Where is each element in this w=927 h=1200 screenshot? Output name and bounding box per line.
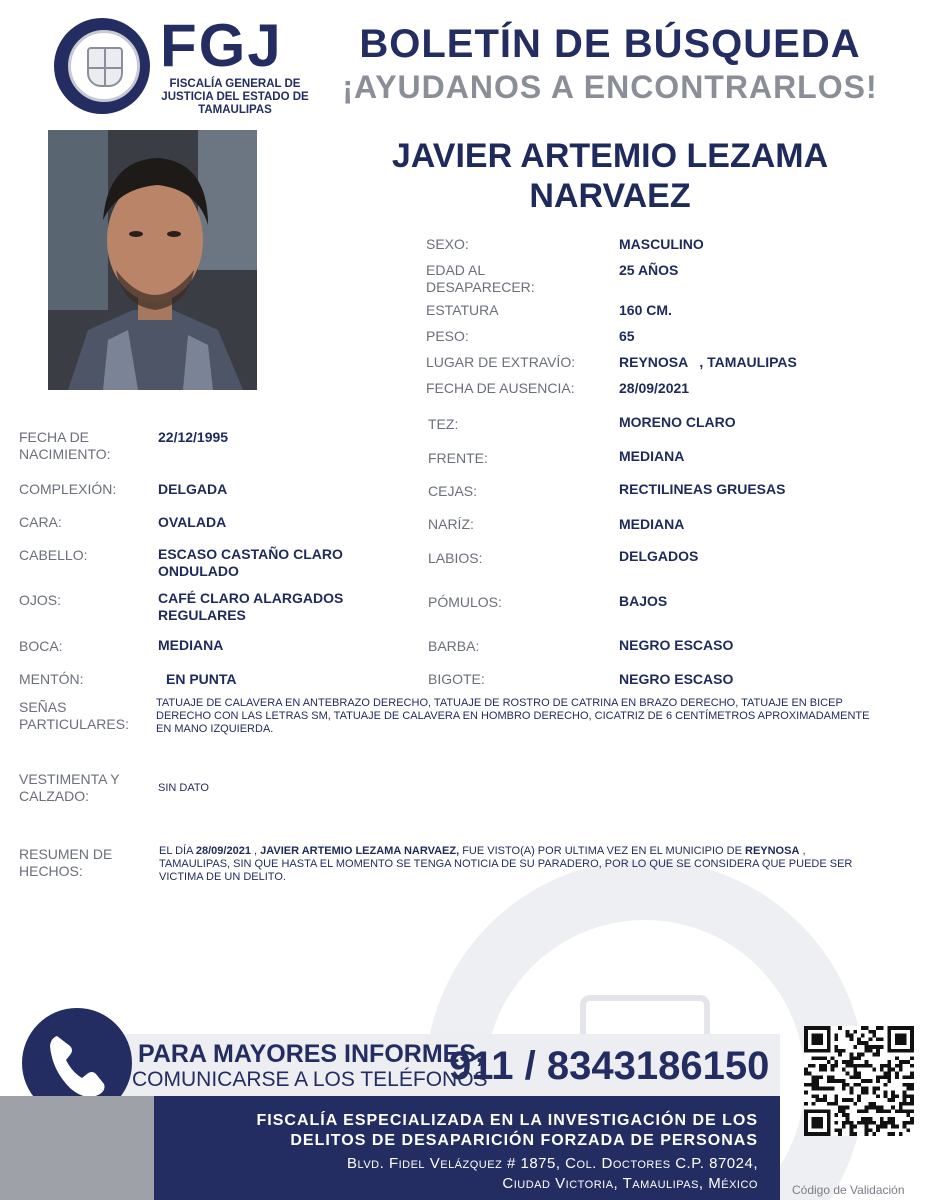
contact-phone-number[interactable]: 911 / 8343186150 bbox=[449, 1044, 770, 1088]
sex-label: SEXO: bbox=[426, 236, 469, 252]
qr-caption: Código de Validación bbox=[792, 1183, 905, 1197]
summary-label: RESUMEN DE HECHOS: bbox=[19, 846, 113, 879]
place-label: LUGAR DE EXTRAVÍO: bbox=[426, 354, 576, 370]
forehead-value: MEDIANA bbox=[619, 448, 685, 464]
birthdate-label: FECHA DE NACIMIENTO: bbox=[19, 429, 111, 462]
lips-label: LABIOS: bbox=[428, 550, 483, 566]
skin-value: MORENO CLARO bbox=[619, 414, 736, 430]
footer-accent bbox=[0, 1096, 154, 1200]
height-value: 160 CM. bbox=[619, 302, 672, 318]
age-label: EDAD AL DESAPARECER: bbox=[426, 262, 535, 295]
build-value: DELGADA bbox=[158, 481, 228, 497]
mouth-label: BOCA: bbox=[19, 638, 63, 654]
clothing-text: SIN DATO bbox=[158, 782, 209, 794]
absence-date-value: 28/09/2021 bbox=[619, 380, 690, 396]
forehead-label: FRENTE: bbox=[428, 450, 488, 466]
build-label: COMPLEXIÓN: bbox=[19, 481, 117, 497]
mouth-value: MEDIANA bbox=[158, 637, 224, 653]
height-label: ESTATURA bbox=[426, 302, 499, 318]
clothing-label: VESTIMENTA Y CALZADO: bbox=[19, 771, 120, 804]
footer-line-1: FISCALÍA ESPECIALIZADA EN LA INVESTIGACIÓN DE LOS bbox=[256, 1112, 758, 1129]
cheekbones-value: BAJOS bbox=[619, 593, 668, 609]
eyebrows-value: RECTILINEAS GRUESAS bbox=[619, 481, 786, 497]
weight-label: PESO: bbox=[426, 328, 469, 344]
bulletin-title: BOLETÍN DE BÚSQUEDA bbox=[359, 22, 861, 66]
skin-label: TEZ: bbox=[428, 416, 459, 432]
logo-subtitle: FISCALÍA GENERAL DE JUSTICIA DEL ESTADO DE TAMAULIPAS bbox=[161, 78, 309, 116]
face-value: OVALADA bbox=[158, 514, 227, 530]
age-value: 25 AÑOS bbox=[619, 262, 679, 278]
weight-value: 65 bbox=[619, 328, 635, 344]
footer-line-2: DELITOS DE DESAPARICIÓN FORZADA DE PERSONAS bbox=[290, 1132, 758, 1149]
mustache-value: NEGRO ESCASO bbox=[619, 671, 734, 687]
chin-value: EN PUNTA bbox=[166, 671, 237, 687]
person-name: JAVIER ARTEMIO LEZAMA NARVAEZ bbox=[391, 137, 829, 215]
footer bbox=[154, 1096, 780, 1200]
qr-code[interactable] bbox=[804, 1026, 914, 1136]
place-value: REYNOSA , TAMAULIPAS bbox=[619, 354, 797, 370]
cheekbones-label: PÓMULOS: bbox=[428, 594, 502, 610]
contact-line-2: COMUNICARSE A LOS TELÉFONOS bbox=[132, 1068, 488, 1091]
mustache-label: BIGOTE: bbox=[428, 671, 485, 687]
marks-text: TATUAJE DE CALAVERA EN ANTEBRAZO DERECHO, TATUAJE DE ROSTRO DE CATRINA EN BRAZO DERECHO, TATUAJE EN BICEP DERECHO CON LAS LETRAS SM, TATUAJE DE CALAVERA EN HOMBRO DERECHO, CICATRIZ DE 6 CENTÍMETROS APROXIMADAMENTE EN MANO IZQUIERDA. bbox=[156, 697, 870, 735]
beard-value: NEGRO ESCASO bbox=[619, 637, 734, 653]
seal-icon bbox=[54, 18, 150, 114]
footer-address-1: Blvd. Fidel Velázquez # 1875, Col. Doctores C.P. 87024, bbox=[347, 1155, 758, 1172]
eyes-label: OJOS: bbox=[19, 592, 62, 608]
summary-text: EL DÍA 28/09/2021 , JAVIER ARTEMIO LEZAMA NARVAEZ, FUE VISTO(A) POR ULTIMA VEZ EN EL MUNICIPIO DE REYNOSA , TAMAULIPAS, SIN QUE HASTA EL MOMENTO SE TENGA NOTICIA DE SU PARADERO, POR LO QUE SE CONSIDERA QUE PUEDE SER VICTIMA DE UN DELITO. bbox=[159, 845, 853, 883]
face-label: CARA: bbox=[19, 514, 62, 530]
bulletin-subtitle: ¡AYUDANOS A ENCONTRARLOS! bbox=[342, 69, 878, 105]
nose-label: NARÍZ: bbox=[428, 516, 474, 532]
birthdate-value: 22/12/1995 bbox=[158, 429, 229, 445]
nose-value: MEDIANA bbox=[619, 516, 685, 532]
beard-label: BARBA: bbox=[428, 638, 480, 654]
logo-text: FGJ bbox=[160, 12, 283, 79]
absence-date-label: FECHA DE AUSENCIA: bbox=[426, 380, 575, 396]
person-photo bbox=[48, 130, 257, 390]
eyes-value: CAFÉ CLARO ALARGADOS REGULARES bbox=[158, 590, 344, 623]
marks-label: SEÑAS PARTICULARES: bbox=[19, 699, 129, 732]
eyebrows-label: CEJAS: bbox=[428, 483, 478, 499]
hair-value: ESCASO CASTAÑO CLARO ONDULADO bbox=[158, 546, 343, 579]
footer-address-2: Ciudad Victoria, Tamaulipas, México bbox=[502, 1175, 758, 1192]
fgj-logo bbox=[50, 10, 310, 120]
sex-value: MASCULINO bbox=[619, 236, 704, 252]
hair-label: CABELLO: bbox=[19, 547, 88, 563]
chin-label: MENTÓN: bbox=[19, 671, 84, 687]
contact-line-1: PARA MAYORES INFORMES, bbox=[138, 1040, 483, 1068]
lips-value: DELGADOS bbox=[619, 548, 699, 564]
